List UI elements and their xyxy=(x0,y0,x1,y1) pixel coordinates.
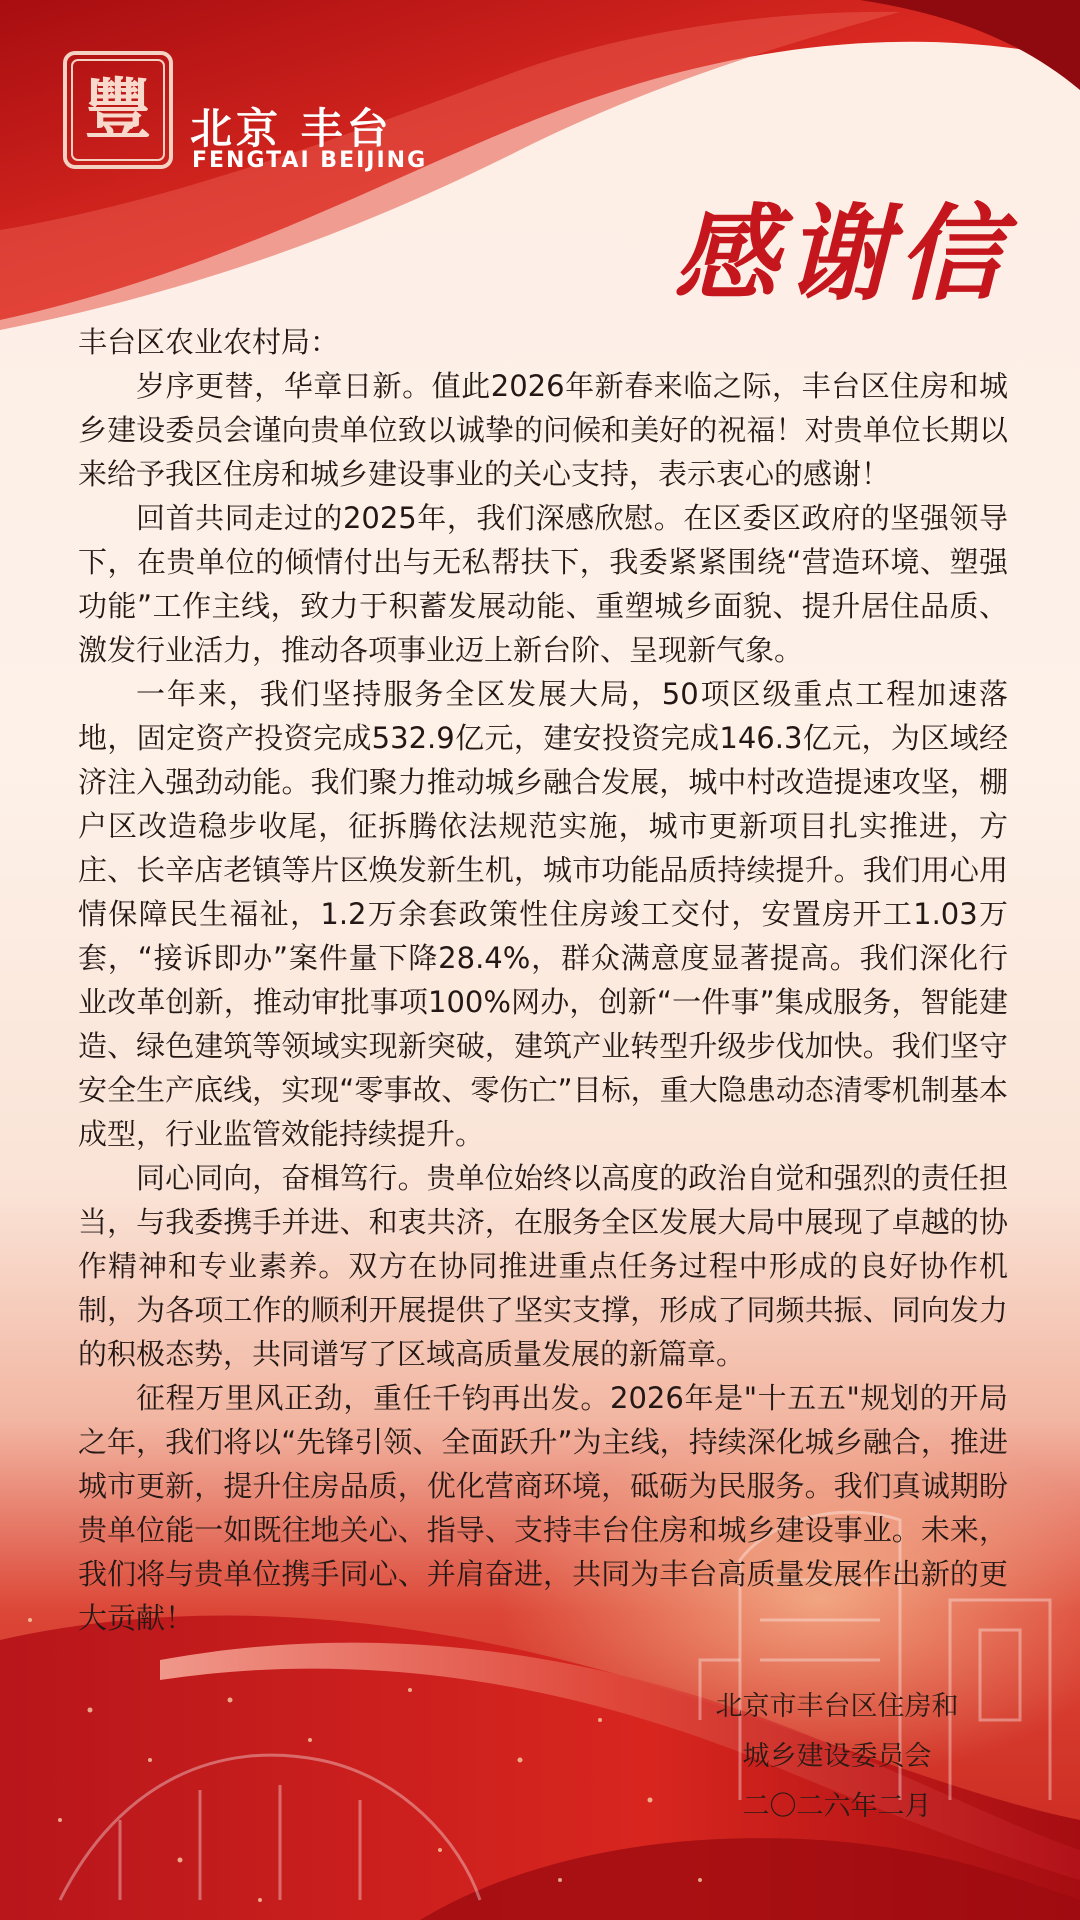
fengtai-logo xyxy=(62,50,174,170)
signature-block xyxy=(692,1682,982,1832)
svg-text:豐: 豐 xyxy=(85,70,151,148)
paragraph-review: 回首共同走过的2025年，我们深感欣慰。在区委区政府的坚强领导下，在贵单位的倾情付出与无私帮扶下，我委紧紧围绕“营造环境、塑强功能”工作主线，致力于积蓄发展动能、重塑城乡面貌、提升居住品质、激发行业活力，推动各项事业迈上新台阶、呈现新气象。 xyxy=(78,501,1008,667)
signature-date: 二〇二六年二月 xyxy=(742,1791,932,1822)
paragraph-greeting: 岁序更替，华章日新。值此2026年新春来临之际，丰台区住房和城乡建设委员会谨向贵单位致以诚挚的问候和美好的祝福！对贵单位长期以来给予我区住房和城乡建设事业的关心支持，表示衷心的感谢！ xyxy=(78,369,1008,491)
signature-org-line1: 北京市丰台区住房和 xyxy=(715,1691,959,1722)
paragraph-cooperation: 同心同向，奋楫笃行。贵单位始终以高度的政治自觉和强烈的责任担当，与我委携手并进、和衷共济，在服务全区发展大局中展现了卓越的协作精神和专业素养。双方在协同推进重点任务过程中形成的良好协作机制，为各项工作的顺利开展提供了坚实支撑，形成了同频共振、同向发力的积极态势，共同谱写了区域高质量发展的新篇章。 xyxy=(78,1161,1008,1371)
brand-name-en: FENGTAI BEIJING xyxy=(192,148,428,173)
brand-name-cn: 北京 丰台 xyxy=(190,104,393,153)
signature-org-line2: 城乡建设委员会 xyxy=(742,1741,932,1772)
letter-body xyxy=(78,320,1008,1640)
paragraph-achievements: 一年来，我们坚持服务全区发展大局，50项区级重点工程加速落地，固定资产投资完成532.9亿元，建安投资完成146.3亿元，为区域经济注入强劲动能。我们聚力推动城乡融合发展，城中村改造提速攻坚，棚户区改造稳步收尾，征拆腾依法规范实施，城市更新项目扎实推进，方庄、长辛店老镇等片区焕发新生机，城市功能品质持续提升。我们用心用情保障民生福祉，1.2万余套政策性住房竣工交付，安置房开工1.03万套，“接诉即办”案件量下降28.4%，群众满意度显著提高。我们深化行业改革创新，推动审批事项100%网办，创新“一件事”集成服务，智能建造、绿色建筑等领域实现新突破，建筑产业转型升级步伐加快。我们坚守安全生产底线，实现“零事故、零伤亡”目标，重大隐患动态清零机制基本成型，行业监管效能持续提升。 xyxy=(78,677,1008,1151)
salutation: 丰台区农业农村局： xyxy=(78,325,340,359)
paragraph-outlook: 征程万里风正劲，重任千钧再出发。2026年是"十五五"规划的开局之年，我们将以“先锋引领、全面跃升”为主线，持续深化城乡融合，推进城市更新，提升住房品质，优化营商环境，砥砺为民服务。我们真诚期盼贵单位能一如既往地关心、指导、支持丰台住房和城乡建设事业。未来，我们将与贵单位携手同心、并肩奋进，共同为丰台高质量发展作出新的更大贡献！ xyxy=(78,1381,1008,1635)
letter-title: 感谢信 xyxy=(673,192,1010,315)
